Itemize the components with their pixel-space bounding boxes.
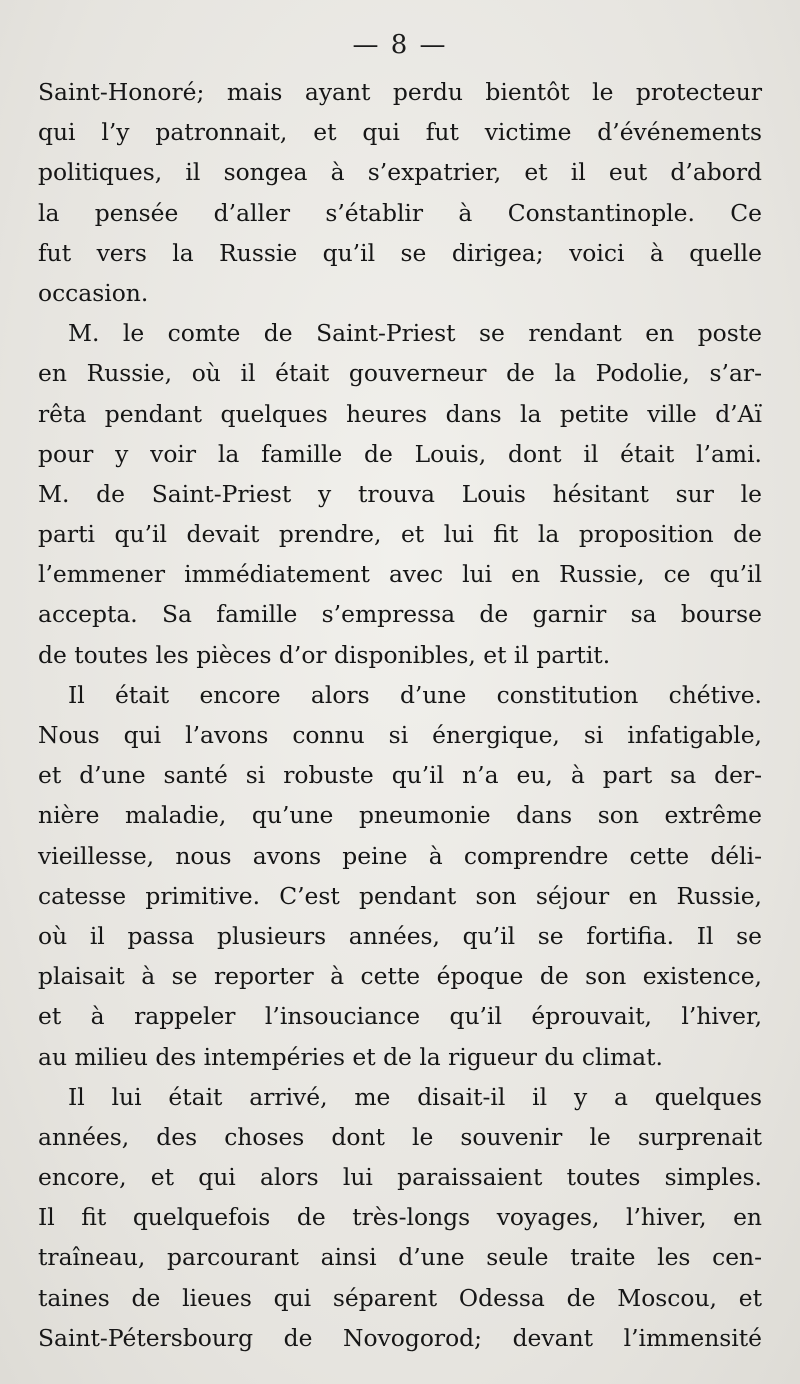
text-line: plaisait à se reporter à cette époque de son existence, bbox=[38, 962, 762, 991]
text-line: occasion. bbox=[38, 278, 149, 307]
text-line: et d’une santé si robuste qu’il n’a eu, à part sa der- bbox=[38, 761, 762, 790]
text-line: catesse primitive. C’est pendant son séjour en Russie, bbox=[38, 881, 762, 910]
text-line: taines de lieues qui séparent Odessa de Moscou, et bbox=[38, 1283, 762, 1312]
text-line: rêta pendant quelques heures dans la petite ville d’Aï bbox=[38, 399, 762, 428]
paragraph bbox=[38, 675, 762, 1077]
text-line: au milieu des intempéries et de la rigueur du climat. bbox=[38, 1042, 663, 1071]
text-line: Saint-Pétersbourg de Novogorod; devant l’immensité bbox=[38, 1323, 762, 1352]
page-number: — 8 — bbox=[352, 30, 448, 60]
text-line: qui l’y patronnait, et qui fut victime d’événements bbox=[38, 118, 762, 147]
text-line: nière maladie, qu’une pneumonie dans son extrême bbox=[38, 801, 762, 830]
text-line: Il fit quelquefois de très-longs voyages, l’hiver, en bbox=[38, 1203, 762, 1232]
text-line: Il lui était arrivé, me disait-il il y a quelques bbox=[68, 1082, 762, 1111]
text-line: accepta. Sa famille s’empressa de garnir sa bourse bbox=[38, 600, 762, 629]
text-line: Il était encore alors d’une constitution chétive. bbox=[68, 680, 762, 709]
text-line: en Russie, où il était gouverneur de la Podolie, s’ar- bbox=[38, 359, 762, 388]
text-line: politiques, il songea à s’expatrier, et il eut d’abord bbox=[38, 158, 762, 187]
paragraph bbox=[38, 1077, 762, 1358]
text-line: vieillesse, nous avons peine à comprendre cette déli- bbox=[38, 841, 762, 870]
text-line: M. de Saint-Priest y trouva Louis hésitant sur le bbox=[38, 479, 762, 508]
text-line: fut vers la Russie qu’il se dirigea; voici à quelle bbox=[38, 238, 762, 267]
text-line: parti qu’il devait prendre, et lui fit la proposition de bbox=[38, 520, 762, 549]
paragraph bbox=[38, 72, 762, 313]
text-line: la pensée d’aller s’établir à Constantinople. Ce bbox=[38, 198, 762, 227]
body-text bbox=[38, 72, 762, 1358]
text-line: encore, et qui alors lui paraissaient toutes simples. bbox=[38, 1163, 762, 1192]
text-line: pour y voir la famille de Louis, dont il était l’ami. bbox=[38, 439, 762, 468]
text-line: Nous qui l’avons connu si énergique, si infatigable, bbox=[38, 721, 762, 749]
text-line: années, des choses dont le souvenir le surprenait bbox=[38, 1122, 762, 1151]
text-line: Saint-Honoré; mais ayant perdu bientôt le protecteur bbox=[38, 78, 762, 106]
text-line: de toutes les pièces d’or disponibles, et il partit. bbox=[38, 640, 611, 669]
text-line: où il passa plusieurs années, qu’il se fortifia. Il se bbox=[38, 921, 762, 950]
text-line: et à rappeler l’insouciance qu’il éprouvait, l’hiver, bbox=[38, 1002, 762, 1031]
text-line: M. le comte de Saint-Priest se rendant en poste bbox=[68, 319, 762, 348]
text-line: l’emmener immédiatement avec lui en Russie, ce qu’il bbox=[38, 560, 762, 589]
text-line: traîneau, parcourant ainsi d’une seule traite les cen- bbox=[38, 1243, 762, 1272]
paragraph bbox=[38, 313, 762, 675]
